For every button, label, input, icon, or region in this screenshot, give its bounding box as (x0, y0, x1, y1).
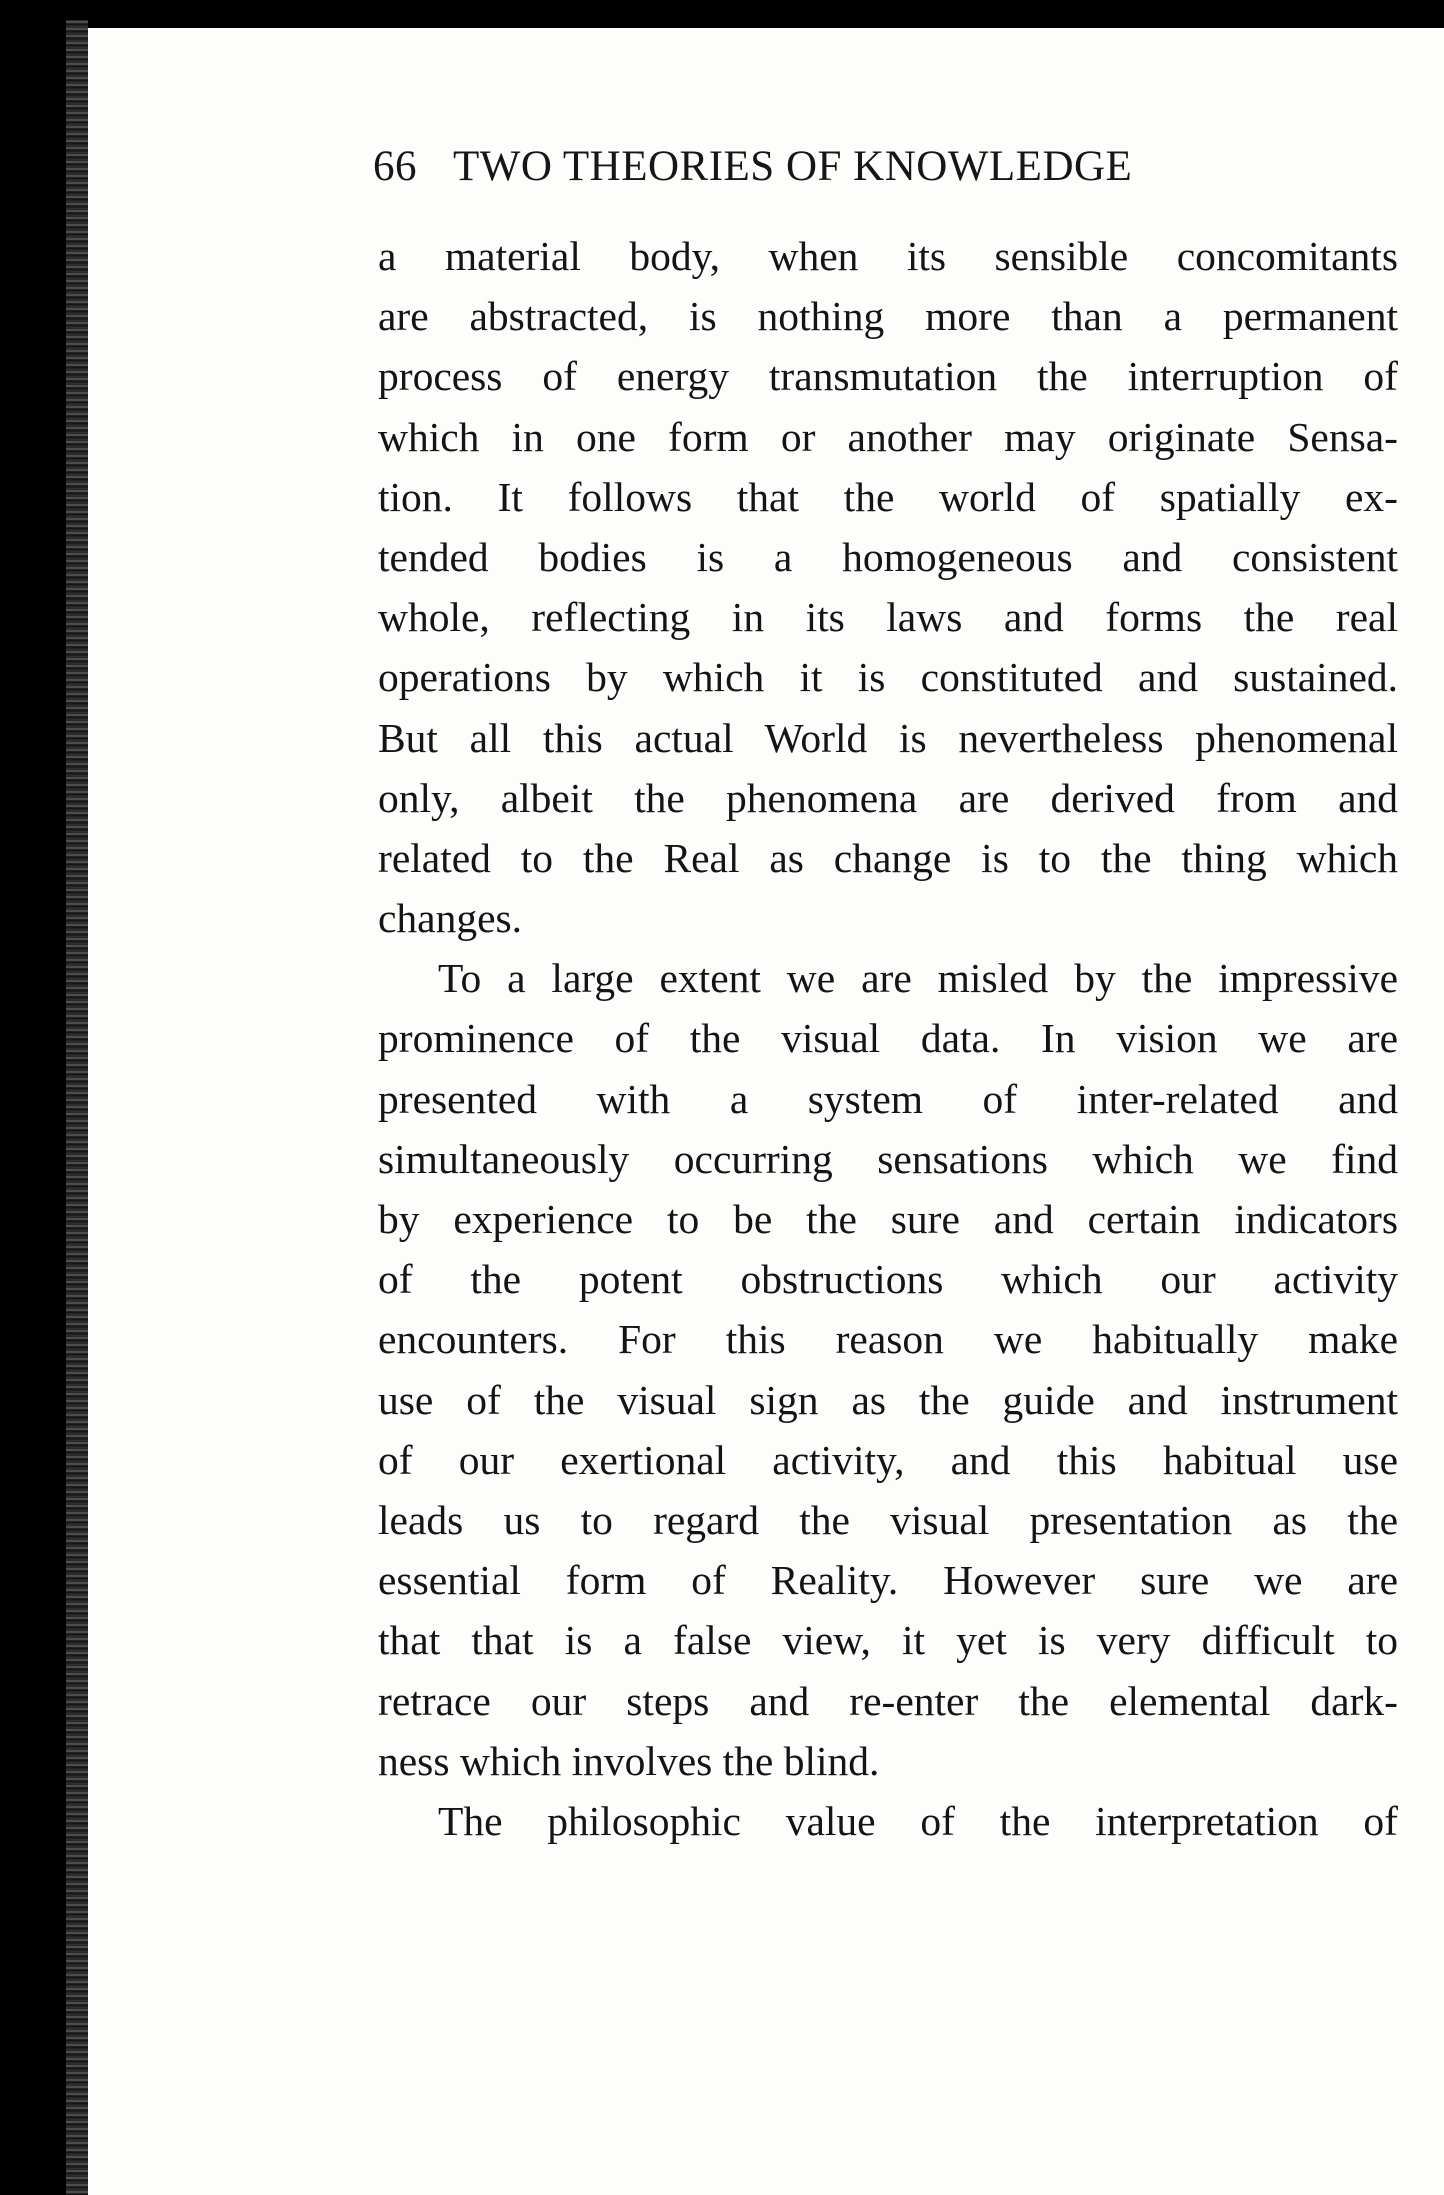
text-line: ness which involves the blind. (378, 1737, 880, 1784)
text-line: a material body, when its sensible concomitants (378, 233, 1398, 279)
text-line: To a large extent we are misled by the impressive (438, 955, 1398, 1002)
running-header (373, 142, 1132, 191)
running-title: TWO THEORIES OF KNOWLEDGE (453, 143, 1133, 190)
text-line: whole, reflecting in its laws and forms the real (378, 594, 1398, 641)
text-line: related to the Real as change is to the thing which (378, 834, 1398, 881)
text-line: encounters. For this reason we habitually make (378, 1316, 1398, 1363)
text-line: of the potent obstructions which our activity (378, 1256, 1398, 1303)
text-line: But all this actual World is nevertheless phenomenal (378, 714, 1398, 761)
text-line: prominence of the visual data. In vision we are (378, 1015, 1398, 1062)
text-line: only, albeit the phenomena are derived from and (378, 774, 1398, 821)
text-line: The philosophic value of the interpretation of (438, 1797, 1398, 1844)
text-line: use of the visual sign as the guide and instrument (378, 1376, 1398, 1423)
text-line: tended bodies is a homogeneous and consistent (378, 533, 1398, 580)
text-line: retrace our steps and re-enter the elemental dark- (378, 1677, 1398, 1724)
page-body (378, 226, 1398, 1851)
text-line: operations by which it is constituted and sustained. (378, 654, 1398, 701)
page-edge (66, 20, 88, 2195)
text-line: presented with a system of inter-related and (378, 1075, 1398, 1122)
text-line: tion. It follows that the world of spatially ex- (378, 473, 1398, 520)
page-number: 66 (373, 143, 417, 190)
text-line: process of energy transmutation the interruption of (378, 353, 1398, 400)
text-line: by experience to be the sure and certain indicators (378, 1196, 1398, 1242)
text-line: changes. (378, 895, 523, 942)
text-line: that that is a false view, it yet is very difficult to (378, 1617, 1398, 1664)
text-line: simultaneously occurring sensations which we find (378, 1135, 1398, 1182)
text-line: essential form of Reality. However sure we are (378, 1557, 1398, 1604)
text-line: which in one form or another may originate Sensa- (378, 413, 1398, 460)
text-line: of our exertional activity, and this habitual use (378, 1436, 1398, 1483)
text-line: are abstracted, is nothing more than a permanent (378, 293, 1398, 340)
text-line: leads us to regard the visual presentation as the (378, 1496, 1398, 1543)
